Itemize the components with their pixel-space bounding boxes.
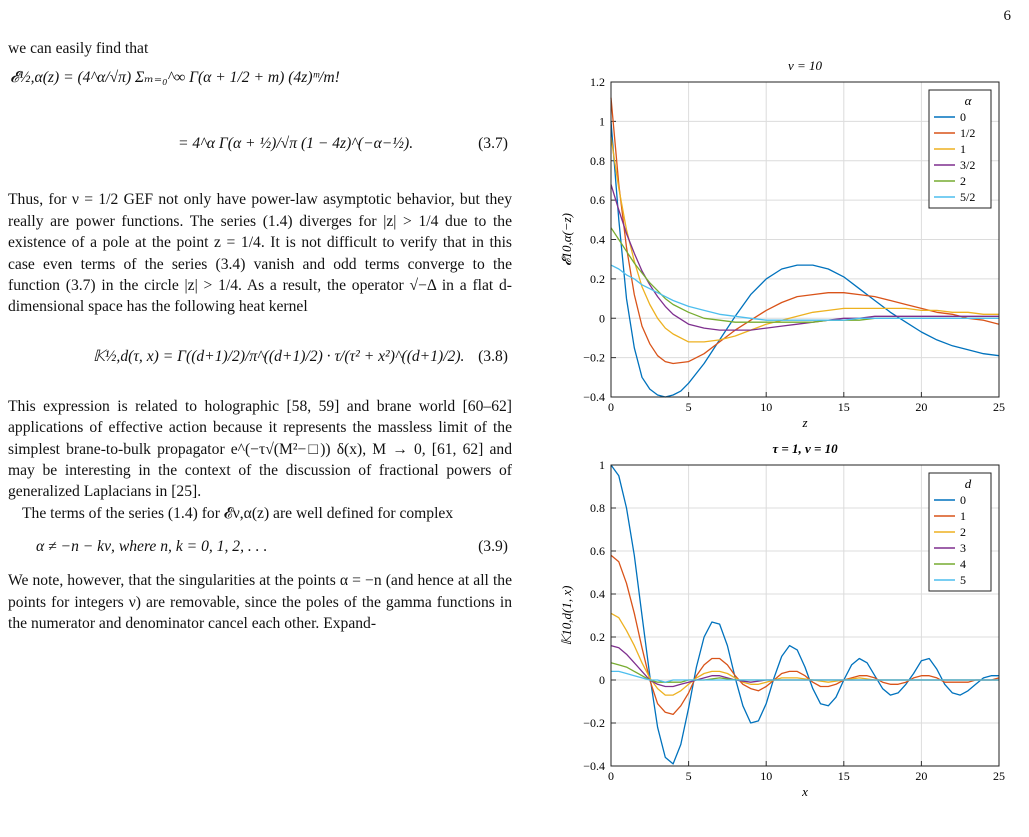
chart-title: ν = 10 bbox=[787, 58, 823, 73]
legend-entry: 2 bbox=[960, 525, 966, 539]
equation-number-3-9: (3.9) bbox=[478, 538, 508, 556]
legend-entry: 1 bbox=[960, 509, 966, 523]
legend-entry: 4 bbox=[960, 557, 966, 571]
equation-3-8 bbox=[8, 326, 512, 388]
x-axis-label: z bbox=[802, 415, 808, 430]
x-tick-label: 25 bbox=[993, 769, 1005, 783]
y-tick-label: 1 bbox=[599, 114, 605, 129]
main-text-column bbox=[8, 38, 512, 635]
paragraph-power-law: Thus, for ν = 1/2 GEF not only have power-law asymptotic behavior, but they really are power functions. The series (1.4) diverges for |z| > 1/4 due to the existence of a pole at the point z = 1/4. It is not difficult to verify that in this case even terms of the series (3.4) vanish and odd terms converge to the function (3.7) in the circle |z| > 1/4. As a result, the operator √−Δ in a flat d-dimensional space has the following heat kernel bbox=[8, 191, 512, 316]
legend-entry: 5 bbox=[960, 573, 966, 587]
x-tick-label: 10 bbox=[760, 400, 773, 414]
y-axis-label: 𝓔10,α(−z) bbox=[559, 212, 574, 267]
y-tick-label: 1 bbox=[599, 458, 605, 472]
equation-3-7-line1-body: 𝓔½,α(z) = (4^α/√π) Σₘ₌₀^∞ Γ(α + 1/2 + m) (4z)ᵐ/m! bbox=[10, 69, 340, 87]
legend-entry: 0 bbox=[960, 110, 966, 124]
paragraph-intro: we can easily find that bbox=[8, 40, 149, 57]
equation-3-8-body: 𝕂½,d(τ, x) = Γ((d+1)/2)/π^((d+1)/2) · τ/(τ² + x²)^((d+1)/2). bbox=[93, 347, 465, 365]
y-tick-label: 0 bbox=[599, 311, 605, 326]
y-tick-label: 0.6 bbox=[590, 544, 605, 558]
legend-title: d bbox=[964, 476, 972, 491]
y-tick-label: 0.2 bbox=[590, 630, 605, 644]
legend-entry: 5/2 bbox=[960, 190, 976, 204]
equation-number-3-7: (3.7) bbox=[478, 135, 508, 153]
x-axis-label: x bbox=[802, 784, 808, 799]
heat-kernel-line-chart bbox=[545, 428, 1015, 813]
y-tick-label: 0.2 bbox=[590, 271, 605, 286]
chart-title: τ = 1, ν = 10 bbox=[772, 441, 838, 456]
figure-gef-chart bbox=[545, 50, 1015, 435]
x-tick-label: 20 bbox=[915, 400, 928, 414]
series-line-2 bbox=[611, 228, 999, 323]
y-tick-label: −0.2 bbox=[583, 716, 605, 730]
gef-line-chart bbox=[545, 50, 1015, 435]
y-tick-label: −0.4 bbox=[583, 759, 605, 773]
x-tick-label: 10 bbox=[760, 769, 773, 783]
equation-number-3-8: (3.8) bbox=[478, 347, 508, 365]
x-tick-label: 0 bbox=[608, 769, 614, 783]
legend-entry: 1 bbox=[960, 142, 966, 156]
x-tick-label: 0 bbox=[608, 400, 614, 414]
paragraph-holographic: This expression is related to holographic [58, 59] and brane world [60–62] applications of effective action because it represents the massless limit of the simplest brane-to-bulk propagator e^(−τ√(M²−□)) δ(x), M → 0, [61, 62] and may be interesting in the context of the discussion of fractional powers of generalized Laplacians in [25]. bbox=[8, 397, 512, 501]
page-number: 6 bbox=[1003, 8, 1011, 24]
legend-entry: 0 bbox=[960, 493, 966, 507]
y-tick-label: 0.8 bbox=[590, 501, 605, 515]
y-axis-label: 𝕂10,d(1, x) bbox=[559, 585, 574, 646]
y-tick-label: 0.4 bbox=[590, 587, 605, 601]
y-tick-label: 0 bbox=[599, 673, 605, 687]
series-line-5-2 bbox=[611, 265, 999, 320]
equation-3-7-line2 bbox=[8, 133, 512, 181]
y-tick-label: −0.4 bbox=[583, 390, 605, 404]
legend-title: α bbox=[964, 93, 972, 108]
x-tick-label: 15 bbox=[837, 400, 850, 414]
y-tick-label: −0.2 bbox=[583, 350, 605, 365]
equation-3-7-line2-body: = 4^α Γ(α + ½)/√π (1 − 4z)^(−α−½). bbox=[178, 135, 414, 153]
legend-entry: 3/2 bbox=[960, 158, 976, 172]
figure-heat-kernel-chart bbox=[545, 428, 1015, 813]
legend-entry: 1/2 bbox=[960, 126, 976, 140]
legend-entry: 2 bbox=[960, 174, 966, 188]
y-tick-label: 0.6 bbox=[590, 193, 605, 208]
x-tick-label: 5 bbox=[685, 769, 692, 783]
x-tick-label: 15 bbox=[837, 769, 850, 783]
equation-3-7-line1 bbox=[8, 67, 512, 125]
legend-entry: 3 bbox=[960, 541, 966, 555]
x-tick-label: 5 bbox=[685, 400, 692, 414]
equation-3-9 bbox=[8, 532, 512, 562]
paragraph-singularities: We note, however, that the singularities at the points α = −n (and hence at all the points for integers ν) are removable, since the poles of the gamma functions in the numerator and denominator cancel each other. Expand- bbox=[8, 572, 512, 633]
x-tick-label: 25 bbox=[993, 400, 1005, 414]
y-tick-label: 0.8 bbox=[590, 153, 605, 168]
y-tick-label: 1.2 bbox=[590, 75, 605, 89]
y-tick-label: 0.4 bbox=[590, 232, 605, 247]
paragraph-terms: The terms of the series (1.4) for 𝓔ν,α(z) are well defined for complex bbox=[22, 504, 454, 522]
x-tick-label: 20 bbox=[915, 769, 928, 783]
equation-3-9-body: α ≠ −n − kν, where n, k = 0, 1, 2, . . . bbox=[36, 538, 268, 556]
